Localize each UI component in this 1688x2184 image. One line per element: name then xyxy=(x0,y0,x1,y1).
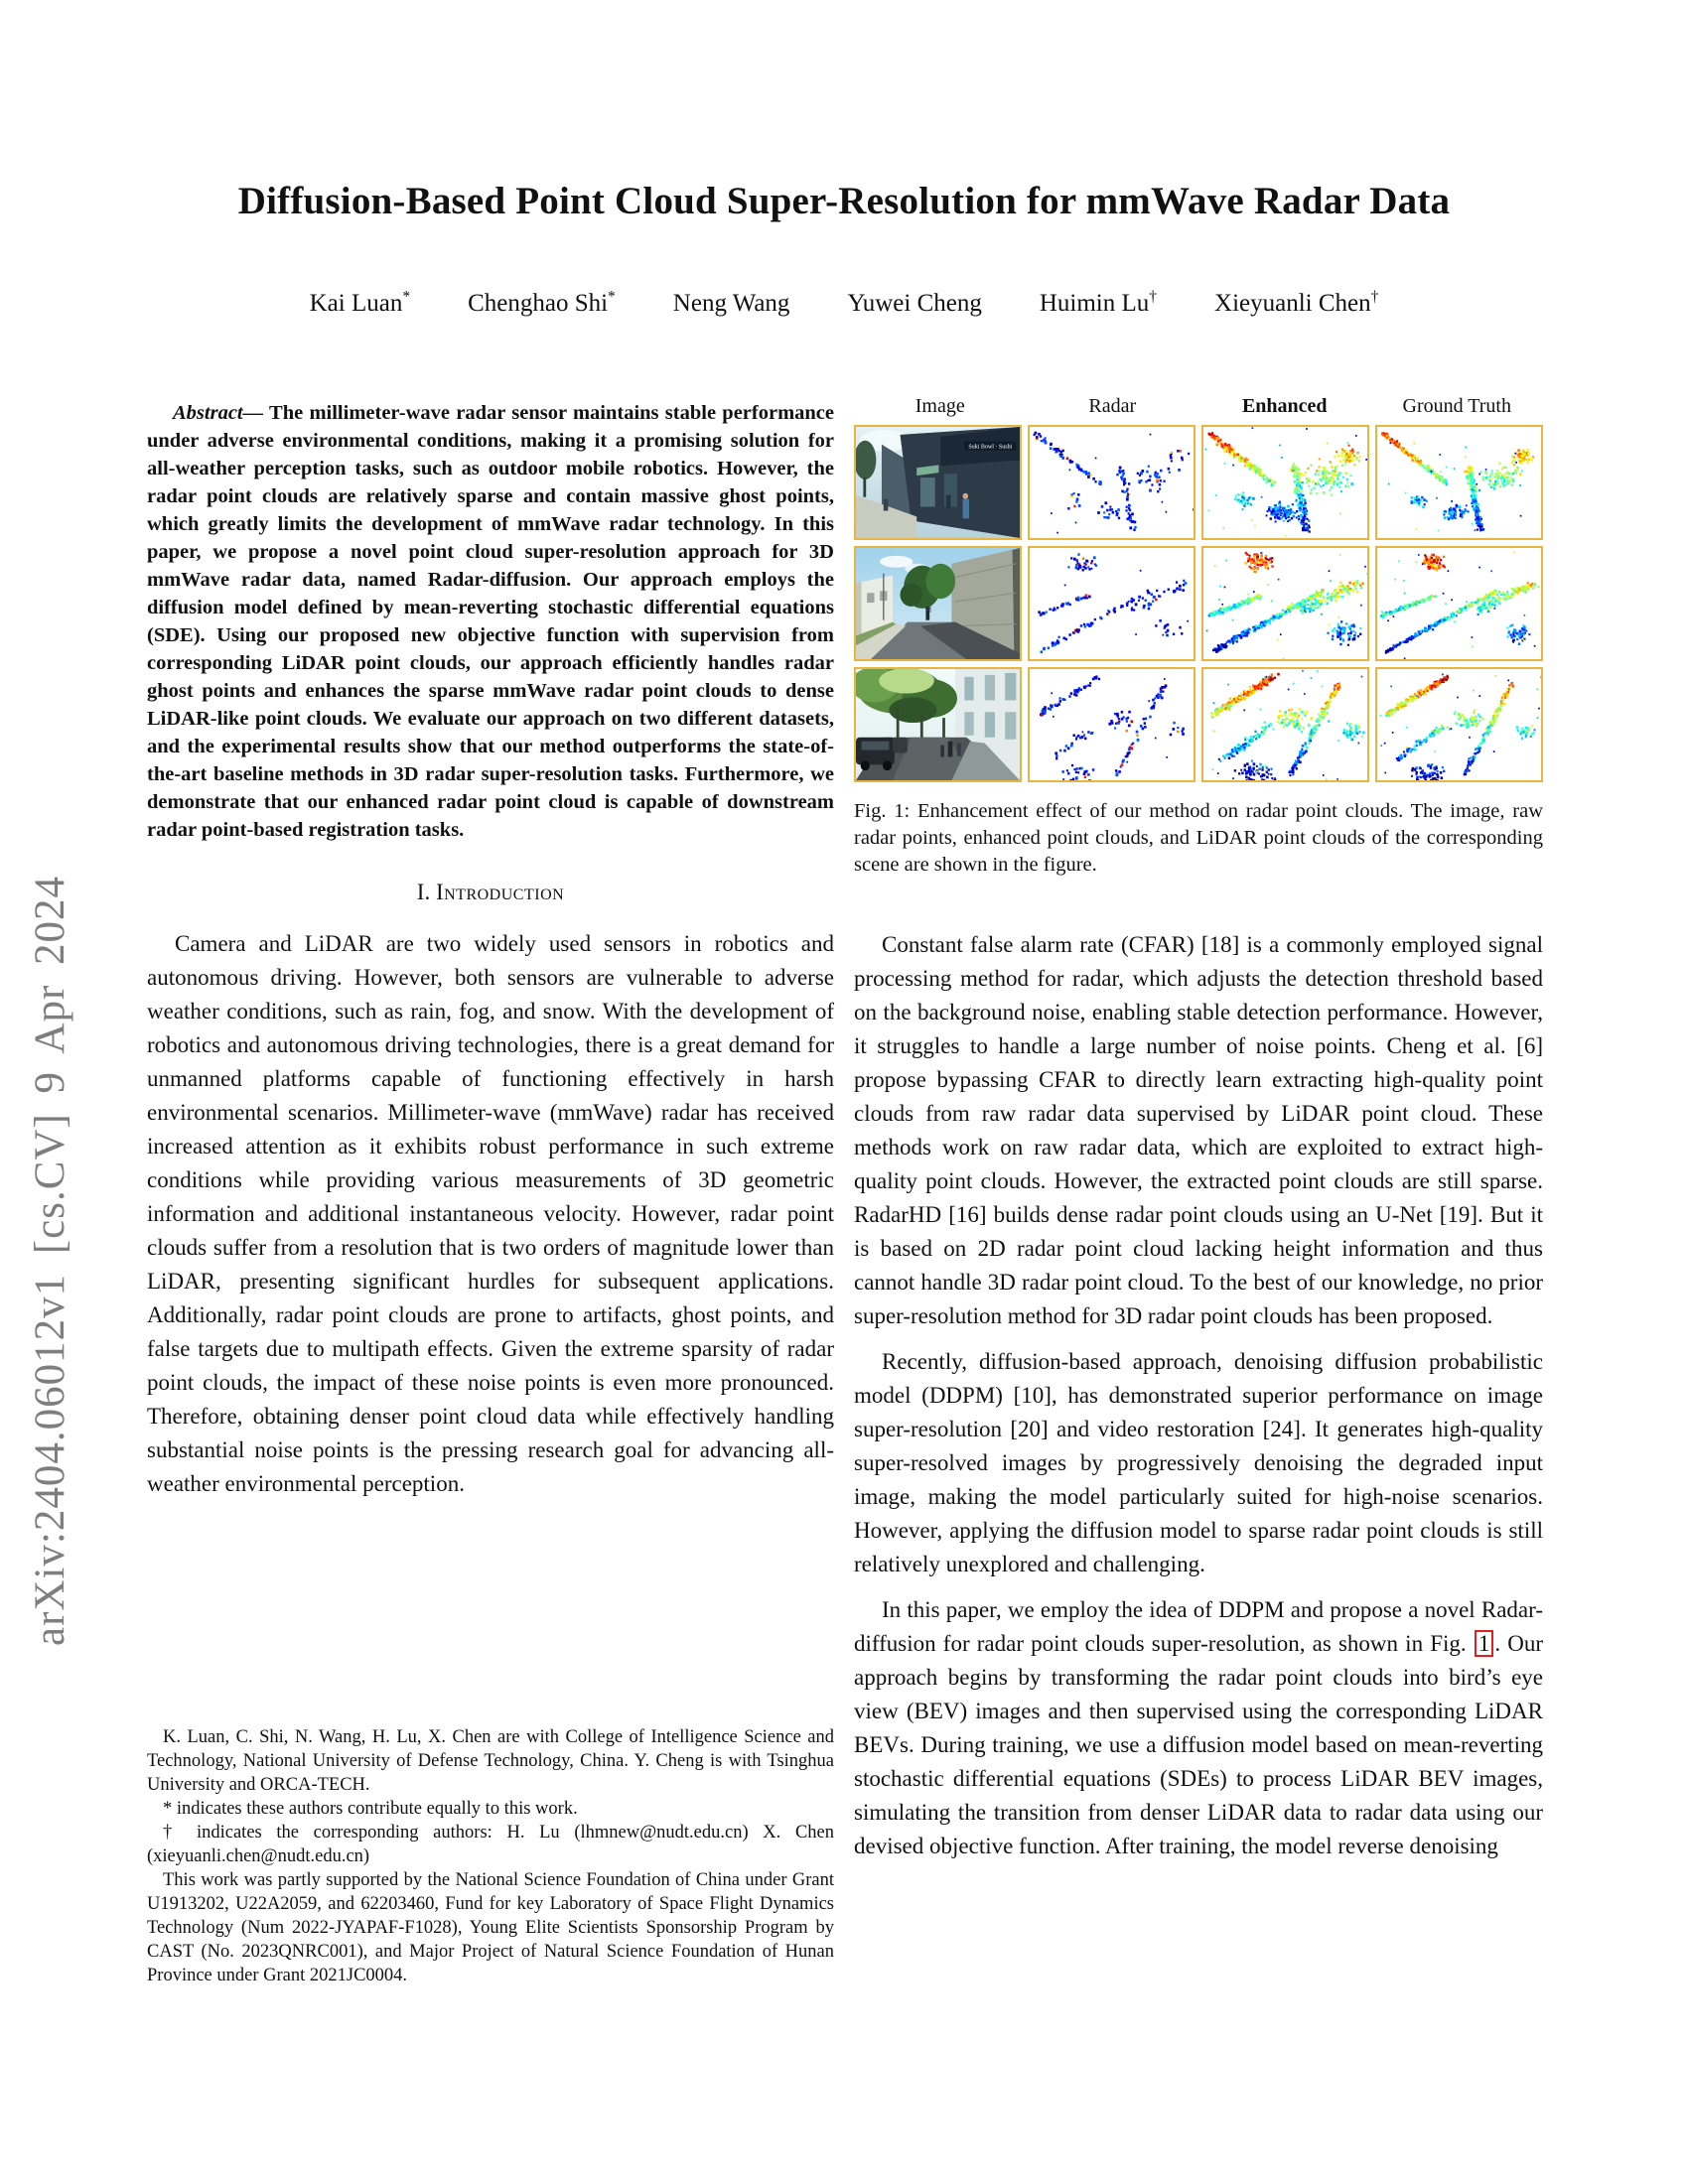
abstract-paragraph xyxy=(147,399,834,844)
author xyxy=(468,290,616,318)
figure-photo-street-shops xyxy=(854,425,1022,540)
figure-col-header: Image xyxy=(914,395,965,417)
footnote: † indicates the corresponding authors: H. Lu (lhmnew@nudt.edu.cn) X. Chen (xieyuanli.chen@nudt.edu.cn) xyxy=(147,1823,834,1866)
section-title: Introduction xyxy=(435,880,565,904)
paragraph xyxy=(854,1345,1543,1581)
street-shops-photo xyxy=(856,427,1020,538)
author-name: Chenghao Shi xyxy=(468,290,609,317)
author xyxy=(1040,290,1157,318)
section-heading-introduction xyxy=(147,880,834,905)
gt-point-cloud xyxy=(1377,548,1541,659)
figure-enhanced-row1 xyxy=(1201,425,1369,540)
figure-enhanced-row3 xyxy=(1201,667,1369,782)
paragraph-text: Constant false alarm rate (CFAR) [18] is a commonly employed signal processing method for radar, which adjusts the detection threshold based on the background noise, enabling stable detection performance. However, it struggles to handle a large number of noise points. Cheng et al. [6] propose bypassing CFAR to directly learn extracting high-quality point clouds from raw radar data supervised by LiDAR point cloud. These methods work on raw radar data, which are exploited to extract high-quality point clouds. However, the extracted point clouds are still sparse. RadarHD [16] builds dense radar point clouds using an U-Net [19]. But it is based on 2D radar point cloud lacking height information and thus cannot handle 3D radar point cloud. To the best of our knowledge, no prior super-resolution method for 3D radar point clouds has been proposed. xyxy=(854,932,1543,1328)
svg-text:Suki Bowl · Sushi: Suki Bowl · Sushi xyxy=(968,443,1013,451)
paragraph xyxy=(854,1593,1543,1863)
abstract-text: The millimeter-wave radar sensor maintains stable performance under adverse environmental conditions, making it a promising solution for all-weather perception tasks, such as outdoor mobile robotics. However, the radar point clouds are relatively sparse and contain massive ghost points, which greatly limits the development of mmWave radar technology. In this paper, we propose a novel point cloud super-resolution approach for 3D mmWave radar data, named Radar-diffusion. Our approach employs the diffusion model defined by mean-reverting stochastic differential equations (SDE). Using our proposed new objective function with supervision from corresponding LiDAR point clouds, our approach efficiently handles radar ghost points and enhances the sparse mmWave radar point clouds to dense LiDAR-like point clouds. We evaluate our approach on two different datasets, and the experimental results show that our method outperforms the state-of-the-art baseline methods in 3D radar super-resolution tasks. Furthermore, we demonstrate that our enhanced radar point cloud is capable of downstream radar point-based registration tasks. xyxy=(147,402,835,841)
body-text xyxy=(854,928,1543,1863)
paragraph-text: Recently, diffusion-based approach, denoising diffusion probabilistic model (DDPM) [10], has demonstrated superior performance on image super-resolution [20] and video restoration [24]. It generates high-quality super-resolved images by progressively denoising the degraded input image, making the model particularly suited for high-noise scenarios. However, applying the diffusion model to sparse radar point clouds is still relatively unexplored and challenging. xyxy=(854,1349,1543,1576)
enhanced-point-cloud xyxy=(1203,548,1367,659)
paper-title: Diffusion-Based Point Cloud Super-Resolution for mmWave Radar Data xyxy=(237,180,1451,222)
paragraph-text: . Our approach begins by transforming the radar point clouds into bird’s eye view (BEV) images and then supervised using the corresponding LiDAR BEVs. During training, we use a diffusion model based on mean-reverting stochastic differential equations (SDEs) to process LiDAR BEV images, simulating the transition from denser LiDAR data to radar data using our devised objective function. After training, the model reverse denoising xyxy=(854,1631,1543,1858)
radar-point-cloud xyxy=(1030,427,1194,538)
radar-point-cloud xyxy=(1030,669,1194,780)
intro-paragraph: Camera and LiDAR are two widely used sensors in robotics and autonomous driving. However, both sensors are vulnerable to adverse weather conditions, such as rain, fog, and snow. With the development of robotics and autonomous driving technologies, there is a great demand for unmanned platforms capable of functioning effectively in harsh environmental scenarios. Millimeter-wave (mmWave) radar has received increased attention as it exhibits robust performance in such extreme conditions while providing various measurements of 3D geometric information and additional instantaneous velocity. However, radar point clouds suffer from a resolution that is two orders of magnitude lower than LiDAR, presenting significant hurdles for subsequent applications. Additionally, radar point clouds are prone to artifacts, ghost points, and false targets due to multipath effects. Given the extreme sparsity of radar point clouds, the impact of these noise points is even more pronounced. Therefore, obtaining denser point cloud data while effectively handling substantial noise points is the pressing research goal for advancing all-weather environmental perception. xyxy=(147,931,834,1496)
figure-1 xyxy=(854,395,1543,879)
author-list xyxy=(0,290,1688,318)
paragraph-text: In this paper, we employ the idea of DDPM and propose a novel Radar-diffusion for radar point clouds super-resolution, as shown in Fig. xyxy=(854,1597,1543,1656)
figure-col-header: Enhanced xyxy=(1241,395,1328,417)
figure-photo-tree-lined-street xyxy=(854,667,1022,782)
tree-lined-street-photo xyxy=(856,669,1020,780)
section-number: I. xyxy=(416,880,431,904)
footnote: This work was partly supported by the National Science Foundation of China under Grant U1913202, U22A2059, and 62203460, Fund for key Laboratory of Space Flight Dynamics Technology (Num 2022-JYAPAF-F1028), Young Elite Scientists Sponsorship Program by CAST (No. 2023QNRC001), and Major Project of Natural Science Foundation of Hunan Province under Grant 2021JC0004. xyxy=(147,1870,834,1985)
figure-photo-campus-path xyxy=(854,546,1022,661)
arxiv-watermark: arXiv:2404.06012v1 [cs.CV] 9 Apr 2024 xyxy=(27,875,73,1646)
author-mark: * xyxy=(608,288,616,306)
author xyxy=(847,290,981,318)
right-column xyxy=(854,395,1543,1863)
footnote: K. Luan, C. Shi, N. Wang, H. Lu, X. Chen are with College of Intelligence Science and Technology, National University of Defense Technology, China. Y. Cheng is with Tsinghua University and ORCA-TECH. xyxy=(147,1727,834,1795)
footnote: * indicates these authors contribute equally to this work. xyxy=(163,1799,578,1819)
figure-gt-row2 xyxy=(1375,546,1543,661)
figure-caption: Fig. 1: Enhancement effect of our method on radar point clouds. The image, raw radar points, enhanced point clouds, and LiDAR point clouds of the corresponding scene are shown in the figure. xyxy=(854,800,1543,876)
author xyxy=(673,290,790,318)
footnotes-block xyxy=(147,1725,834,1987)
author-name: Huimin Lu xyxy=(1039,290,1150,317)
gt-point-cloud xyxy=(1377,427,1541,538)
figure-radar-row3 xyxy=(1028,667,1196,782)
author-name: Yuwei Cheng xyxy=(847,290,982,317)
author-mark: † xyxy=(1370,288,1379,306)
radar-point-cloud xyxy=(1030,548,1194,659)
campus-path-photo xyxy=(856,548,1020,659)
figure-column-headers xyxy=(854,395,1543,418)
figure-gt-row1 xyxy=(1375,425,1543,540)
figure-col-header: Radar xyxy=(1088,395,1137,417)
enhanced-point-cloud xyxy=(1203,669,1367,780)
figure-radar-row1 xyxy=(1028,425,1196,540)
author-mark: † xyxy=(1149,288,1158,306)
author xyxy=(310,290,410,318)
figure-radar-row2 xyxy=(1028,546,1196,661)
author-name: Neng Wang xyxy=(672,290,790,317)
author-name: Kai Luan xyxy=(309,290,403,317)
figure-col-header: Ground Truth xyxy=(1402,395,1511,417)
figure-enhanced-row2 xyxy=(1201,546,1369,661)
figure-gt-row3 xyxy=(1375,667,1543,782)
enhanced-point-cloud xyxy=(1203,427,1367,538)
left-column xyxy=(147,399,834,1501)
author-name: Xieyuanli Chen xyxy=(1214,290,1371,317)
abstract-label: Abstract— xyxy=(173,402,264,424)
author-mark: * xyxy=(402,288,411,306)
figure-grid xyxy=(854,425,1543,782)
figure-1-reference[interactable]: 1 xyxy=(1475,1630,1494,1657)
paragraph xyxy=(854,928,1543,1333)
gt-point-cloud xyxy=(1377,669,1541,780)
author xyxy=(1214,290,1378,318)
